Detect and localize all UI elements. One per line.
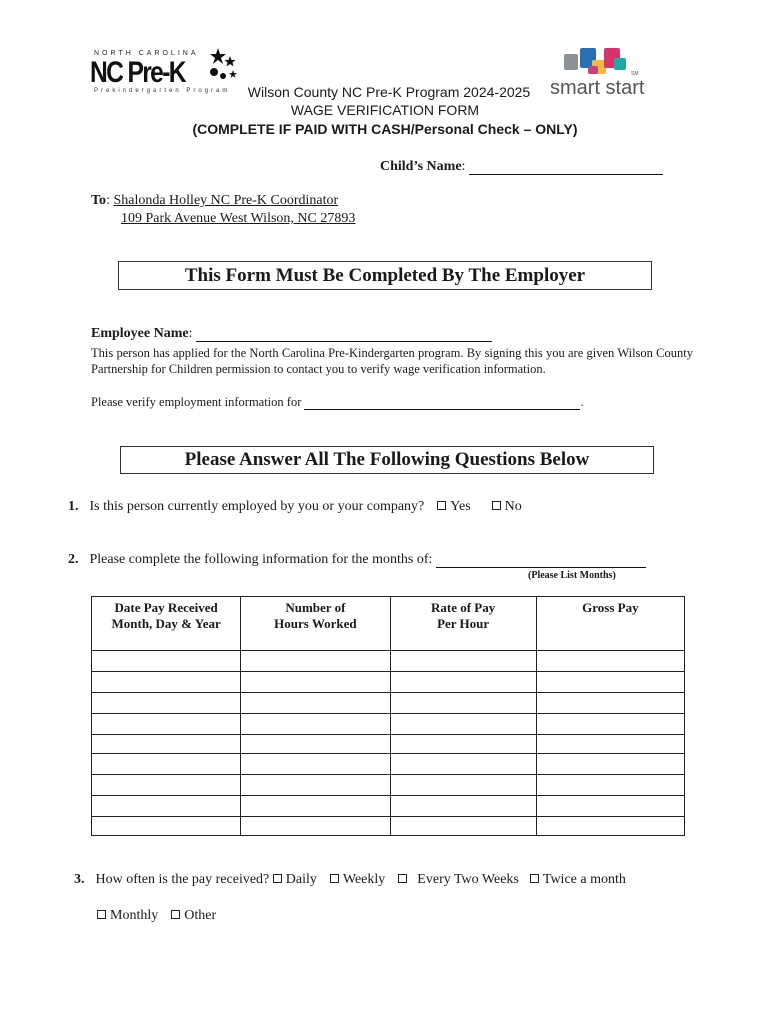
header-program: Wilson County NC Pre-K Program 2024-2025 xyxy=(247,84,531,100)
q3-biweekly-label: Every Two Weeks xyxy=(417,872,519,887)
logo-square-magenta xyxy=(588,66,598,74)
child-name-row: Child’s Name: xyxy=(380,159,663,175)
table-cell[interactable] xyxy=(92,693,241,714)
header-instruction: (COMPLETE IF PAID WITH CASH/Personal Check – ONLY) xyxy=(192,121,578,137)
employee-name-row: Employee Name: xyxy=(91,326,492,342)
q2-number: 2. xyxy=(68,552,79,567)
col-date-header: Date Pay Received Month, Day & Year xyxy=(92,597,241,651)
table-row xyxy=(92,775,685,796)
q3-weekly-checkbox[interactable] xyxy=(330,874,339,883)
q3-other-checkbox[interactable] xyxy=(171,910,180,919)
col-hours-header: Number of Hours Worked xyxy=(241,597,390,651)
table-row xyxy=(92,817,685,836)
q1-no-checkbox[interactable] xyxy=(492,501,501,510)
q3-text: How often is the pay received? xyxy=(95,872,270,887)
table-cell[interactable] xyxy=(536,714,684,735)
table-cell[interactable] xyxy=(536,754,684,775)
section-questions-title: Please Answer All The Following Questions Below xyxy=(120,446,654,474)
q1-text: Is this person currently employed by you or your company? xyxy=(89,499,425,514)
q1-no-label: No xyxy=(504,499,522,514)
q1-number: 1. xyxy=(68,499,79,514)
table-cell[interactable] xyxy=(241,651,390,672)
header-form-title: WAGE VERIFICATION FORM xyxy=(290,102,480,118)
q3-twice-month-checkbox[interactable] xyxy=(530,874,539,883)
table-row xyxy=(92,714,685,735)
table-row xyxy=(92,735,685,754)
table-cell[interactable] xyxy=(92,796,241,817)
col-rate-header: Rate of Pay Per Hour xyxy=(390,597,536,651)
q2-note: (Please List Months) xyxy=(528,570,616,581)
q1-yes-checkbox[interactable] xyxy=(437,501,446,510)
to-block: To: Shalonda Holley NC Pre-K Coordinator 109 Park Avenue West Wilson, NC 27893 xyxy=(91,193,356,226)
to-line2: 109 Park Avenue West Wilson, NC 27893 xyxy=(121,211,356,226)
table-row xyxy=(92,651,685,672)
table-cell[interactable] xyxy=(92,775,241,796)
table-cell[interactable] xyxy=(536,775,684,796)
q3-daily-label: Daily xyxy=(285,872,317,887)
table-cell[interactable] xyxy=(390,775,536,796)
child-name-field[interactable] xyxy=(469,160,663,175)
to-line1: Shalonda Holley NC Pre-K Coordinator xyxy=(113,193,339,208)
table-cell[interactable] xyxy=(92,735,241,754)
table-cell[interactable] xyxy=(390,796,536,817)
table-cell[interactable] xyxy=(92,817,241,836)
logo-main-text: NC Pre-K xyxy=(90,56,185,89)
table-cell[interactable] xyxy=(92,754,241,775)
consent-paragraph: This person has applied for the North Carolina Pre-Kindergarten program. By signing this you are given Wilson County Partnership for Children permission to contact you to verify wage verification information. xyxy=(91,346,693,376)
verify-label: Please verify employment information for xyxy=(91,395,302,409)
logo-square-teal xyxy=(614,58,626,70)
logo-top-text: NORTH CAROLINA xyxy=(94,50,199,57)
stars-icon xyxy=(206,46,238,86)
table-cell[interactable] xyxy=(536,651,684,672)
table-cell[interactable] xyxy=(536,735,684,754)
employee-name-field[interactable] xyxy=(196,327,492,342)
table-cell[interactable] xyxy=(390,672,536,693)
logo-sub-text: Prekindergarten Program xyxy=(94,88,231,94)
verify-row: Please verify employment information for . xyxy=(91,395,584,409)
table-cell[interactable] xyxy=(241,796,390,817)
q3-monthly-checkbox[interactable] xyxy=(97,910,106,919)
table-row xyxy=(92,754,685,775)
table-cell[interactable] xyxy=(241,754,390,775)
q2-text: Please complete the following information for the months of: xyxy=(89,552,433,567)
pay-table xyxy=(91,596,685,836)
to-label: To xyxy=(91,193,107,208)
table-row xyxy=(92,672,685,693)
table-cell[interactable] xyxy=(536,796,684,817)
q3-number: 3. xyxy=(74,872,85,887)
table-cell[interactable] xyxy=(390,693,536,714)
question-3 xyxy=(74,872,626,888)
q3-twice-month-label: Twice a month xyxy=(542,872,626,887)
question-1 xyxy=(68,499,522,515)
table-cell[interactable] xyxy=(390,714,536,735)
q1-yes-label: Yes xyxy=(450,499,471,514)
table-cell[interactable] xyxy=(92,672,241,693)
section-employer-title: This Form Must Be Completed By The Employer xyxy=(118,261,652,290)
q3-weekly-label: Weekly xyxy=(342,872,386,887)
table-cell[interactable] xyxy=(390,651,536,672)
table-cell[interactable] xyxy=(241,817,390,836)
table-cell[interactable] xyxy=(390,754,536,775)
logo-square-gray xyxy=(564,54,578,70)
q3-daily-checkbox[interactable] xyxy=(273,874,282,883)
table-row xyxy=(92,693,685,714)
table-cell[interactable] xyxy=(241,672,390,693)
verify-field[interactable] xyxy=(304,397,580,410)
q3-other-label: Other xyxy=(184,908,217,923)
q3-biweekly-checkbox[interactable] xyxy=(398,874,407,883)
question-2 xyxy=(68,552,646,568)
table-cell[interactable] xyxy=(92,714,241,735)
logo-text: smart start xyxy=(550,77,645,99)
q2-months-field[interactable] xyxy=(436,553,646,568)
employee-name-label: Employee Name xyxy=(91,326,189,341)
table-header-row xyxy=(92,597,685,651)
table-cell[interactable] xyxy=(536,672,684,693)
table-cell[interactable] xyxy=(241,693,390,714)
table-row xyxy=(92,796,685,817)
table-cell[interactable] xyxy=(390,735,536,754)
table-cell[interactable] xyxy=(241,714,390,735)
q3-monthly-label: Monthly xyxy=(110,908,159,923)
logo-tm: SM xyxy=(631,71,639,77)
table-cell[interactable] xyxy=(92,651,241,672)
table-cell[interactable] xyxy=(241,775,390,796)
table-cell[interactable] xyxy=(536,693,684,714)
child-name-label: Child’s Name xyxy=(380,159,462,174)
table-cell[interactable] xyxy=(241,735,390,754)
table-cell[interactable] xyxy=(390,817,536,836)
question-3-row2 xyxy=(97,908,216,924)
col-gross-header: Gross Pay xyxy=(536,597,684,651)
table-cell[interactable] xyxy=(536,817,684,836)
